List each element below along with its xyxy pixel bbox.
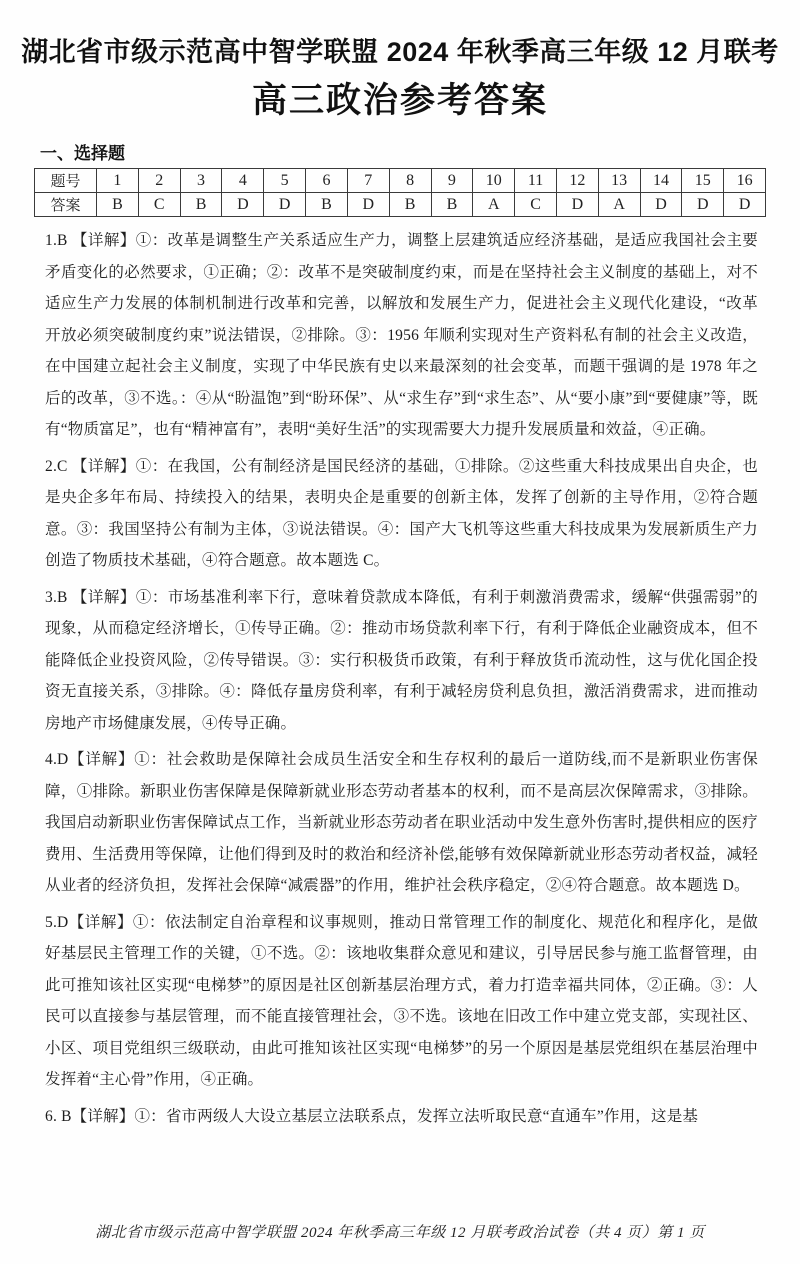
table-cell: 14 [640, 169, 682, 193]
table-cell: 1 [97, 169, 139, 193]
table-cell: D [556, 193, 598, 217]
table-row-answers [35, 193, 766, 217]
table-cell: D [640, 193, 682, 217]
page-footer: 湖北省市级示范高中智学联盟 2024 年秋季高三年级 12 月联考政治试卷（共 4 页）第 1 页 [95, 1225, 705, 1241]
table-cell: 9 [431, 169, 473, 193]
section-heading-multiple-choice: 一、选择题 [40, 144, 125, 163]
explanation-paragraph-3: 3.B 【详解】①：市场基准利率下行，意味着贷款成本降低，有利于刺激消费需求，缓解“供强需弱”的现象，从而稳定经济增长，①传导正确。②：推动市场贷款利率下行，有利于降低企业融资成本，但不能降低企业投资风险，②传导错误。③：实行积极货币政策，有利于释放货币流动性，这与优化国企投资无直接关系，③排除。④：降低存量房贷利率，有利于减轻房贷利息负担，激活消费需求，进而推动房地产市场健康发展，④传导正确。 [45, 588, 758, 732]
table-cell: 4 [222, 169, 264, 193]
table-cell: D [264, 193, 306, 217]
table-cell: 8 [389, 169, 431, 193]
table-cell: 16 [724, 169, 766, 193]
table-cell: D [724, 193, 766, 217]
table-cell: 13 [598, 169, 640, 193]
table-cell: A [598, 193, 640, 217]
table-cell: 6 [306, 169, 348, 193]
table-cell: C [515, 193, 557, 217]
table-cell: 5 [264, 169, 306, 193]
exam-answer-page [0, 30, 800, 1264]
table-cell: 3 [180, 169, 222, 193]
table-cell: C [138, 193, 180, 217]
table-cell: 15 [682, 169, 724, 193]
table-row-question-numbers [35, 169, 766, 193]
explanations-section [0, 217, 800, 1132]
table-cell: B [431, 193, 473, 217]
table-cell: D [347, 193, 389, 217]
answer-table [34, 168, 766, 217]
table-cell: B [389, 193, 431, 217]
table-header-question-number: 题号 [35, 169, 97, 193]
table-cell: 11 [515, 169, 557, 193]
table-cell: B [306, 193, 348, 217]
explanation-paragraph-6: 6. B【详解】①：省市两级人大设立基层立法联系点，发挥立法听取民意“直通车”作用，这是基 [45, 1107, 699, 1125]
explanation-paragraph-2: 2.C 【详解】①：在我国，公有制经济是国民经济的基础，①排除。②这些重大科技成果出自央企，也是央企多年布局、持续投入的结果，表明央企是重要的创新主体，发挥了创新的主导作用，②符合题意。③：我国坚持公有制为主体，③说法错误。④：国产大飞机等这些重大科技成果为发展新质生产力创造了物质技术基础，④符合题意。故本题选 C。 [45, 457, 758, 569]
table-cell: A [473, 193, 515, 217]
table-cell: 2 [138, 169, 180, 193]
page-title: 湖北省市级示范高中智学联盟 2024 年秋季高三年级 12 月联考 [21, 37, 779, 67]
table-cell: 10 [473, 169, 515, 193]
table-cell: 7 [347, 169, 389, 193]
table-cell: B [180, 193, 222, 217]
table-header-answer: 答案 [35, 193, 97, 217]
explanation-paragraph-1: 1.B 【详解】①：改革是调整生产关系适应生产力，调整上层建筑适应经济基础，是适应我国社会主要矛盾变化的必然要求，①正确；②：改革不是突破制度约束，而是在坚持社会主义制度的基础上，对不适应生产力发展的体制机制进行改革和完善，以解放和发展生产力，促进社会主义现代化建设，“改革开放必须突破制度约束”说法错误，②排除。③：1956 年顺利实现对生产资料私有制的社会主义改造，在中国建立起社会主义制度，实现了中华民族有史以来最深刻的社会变革，而题干强调的是 1978 年之后的改革，③不选。：④从“盼温饱”到“盼环保”、从“求生存”到“求生态”、从“要小康”到“要健康”等，既有“物质富足”，也有“精神富有”，表明“美好生活”的实现需要大力提升发展质量和效益，④正确。 [45, 232, 758, 438]
table-cell: B [97, 193, 139, 217]
table-cell: D [682, 193, 724, 217]
explanation-paragraph-5: 5.D【详解】①：依法制定自治章程和议事规则，推动日常管理工作的制度化、规范化和程序化，是做好基层民主管理工作的关键，①不选。②：该地收集群众意见和建议，引导居民参与施工监督管理，由此可推知该社区实现“电梯梦”的原因是社区创新基层治理方式，着力打造幸福共同体，②正确。③：人民可以直接参与基层管理，而不能直接管理社会，③不选。该地在旧改工作中建立党支部，实现社区、小区、项目党组织三级联动，由此可推知该社区实现“电梯梦”的另一个原因是基层党组织在基层治理中发挥着“主心骨”作用，④正确。 [45, 913, 758, 1088]
table-cell: D [222, 193, 264, 217]
explanation-paragraph-4: 4.D【详解】①：社会救助是保障社会成员生活安全和生存权利的最后一道防线,而不是新职业伤害保障，①排除。新职业伤害保障是保障新就业形态劳动者基本的权利，而不是高层次保障需求，③排除。我国启动新职业伤害保障试点工作，当新就业形态劳动者在职业活动中发生意外伤害时,提供相应的医疗费用、生活费用等保障，让他们得到及时的救治和经济补偿,能够有效保障新就业形态劳动者权益，减轻从业者的经济负担，发挥社会保障“减震器”的作用，维护社会秩序稳定，②④符合题意。故本题选 D。 [45, 751, 758, 894]
page-subtitle: 高三政治参考答案 [251, 81, 548, 120]
table-cell: 12 [556, 169, 598, 193]
